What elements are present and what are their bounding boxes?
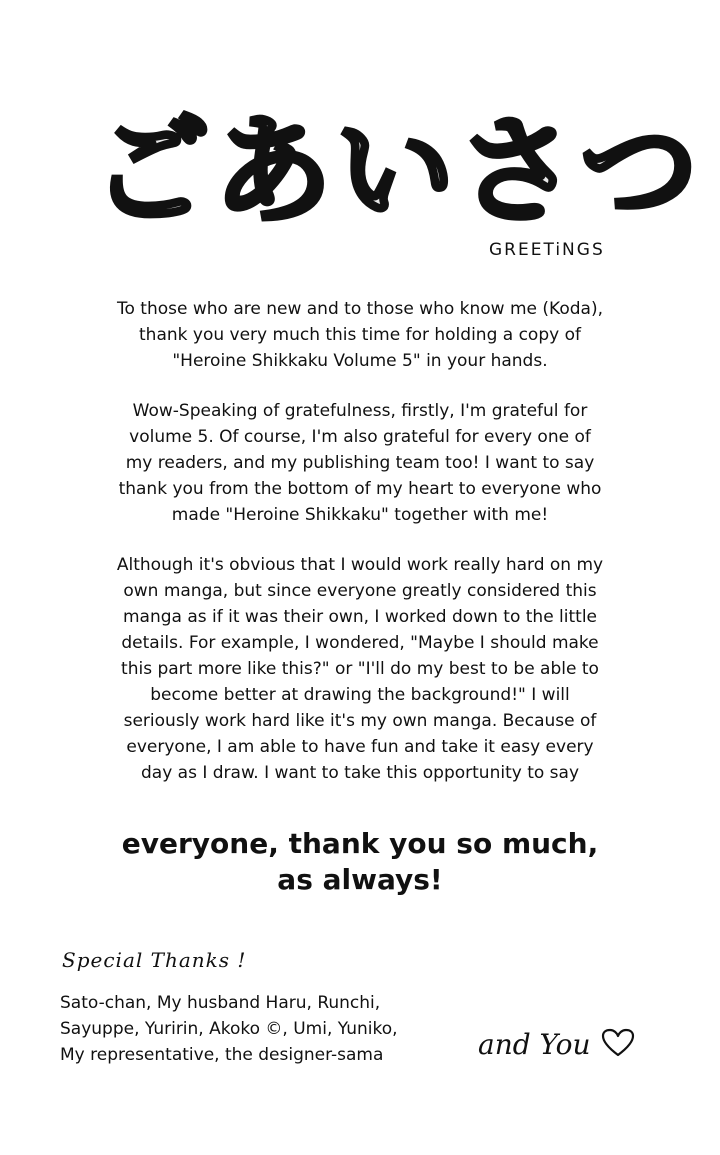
paragraph-line: this part more like this?" or "I'll do my best to be able to [121, 659, 599, 679]
paragraph-gratitude [60, 398, 660, 528]
special-thanks-heading: Special Thanks ! [62, 948, 247, 972]
special-thanks-line: Sayuppe, Yuririn, Akoko ©, Umi, Yuniko, [60, 1019, 398, 1039]
paragraph-line: everyone, I am able to have fun and take it easy every [126, 737, 594, 757]
paragraph-intro [60, 296, 660, 374]
thank-you-line: everyone, thank you so much, [121, 827, 599, 860]
paragraph-line: "Heroine Shikkaku Volume 5" in your hands. [172, 351, 548, 371]
paragraph-line: Although it's obvious that I would work really hard on my [116, 555, 604, 575]
page-title-japanese: ごあいさつ [92, 102, 703, 240]
paragraph-line: own manga, but since everyone greatly considered this [123, 581, 597, 601]
paragraph-line: thank you from the bottom of my heart to everyone who [118, 479, 602, 499]
heart-icon [601, 1028, 635, 1065]
paragraph-line: details. For example, I wondered, "Maybe I should make [121, 633, 599, 653]
paragraph-line: To those who are new and to those who know me (Koda), [116, 299, 603, 319]
page-title-english: GREETiNGS [489, 240, 605, 260]
and-you-note [478, 1028, 635, 1065]
special-thanks-line: My representative, the designer-sama [60, 1045, 384, 1065]
thank-you-line: as always! [277, 863, 443, 896]
paragraph-work [60, 552, 660, 786]
paragraph-line: my readers, and my publishing team too! I want to say [125, 453, 595, 473]
paragraph-line: thank you very much this time for holding a copy of [139, 325, 581, 345]
paragraph-line: made "Heroine Shikkaku" together with me! [171, 505, 549, 525]
paragraph-line: volume 5. Of course, I'm also grateful for every one of [129, 427, 591, 447]
special-thanks-line: Sato-chan, My husband Haru, Runchi, [60, 993, 381, 1013]
paragraph-line: Wow-Speaking of gratefulness, firstly, I'm grateful for [132, 401, 588, 421]
and-you-text: and You [478, 1028, 591, 1061]
paragraph-line: manga as if it was their own, I worked down to the little [122, 607, 598, 627]
special-thanks-list [60, 990, 398, 1068]
paragraph-line: become better at drawing the background!" I will [150, 685, 570, 705]
paragraph-line: seriously work hard like it's my own manga. Because of [123, 711, 597, 731]
paragraph-line: day as I draw. I want to take this opportunity to say [140, 763, 580, 783]
thank-you-message [60, 826, 660, 898]
